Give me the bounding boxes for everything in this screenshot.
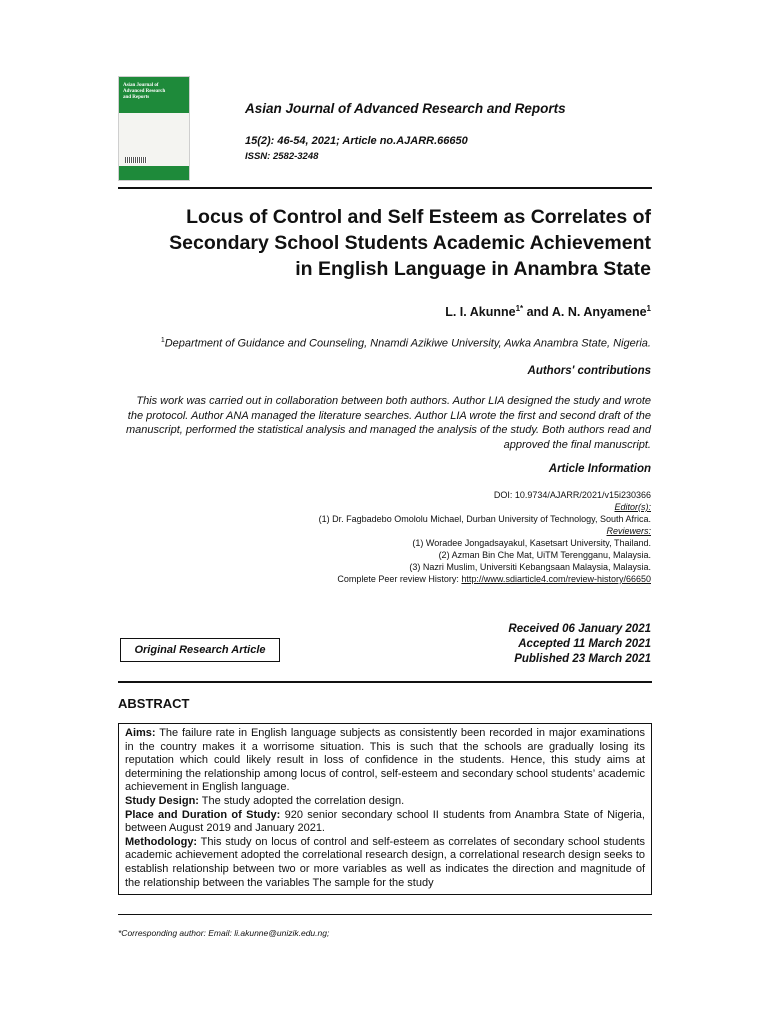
article-type-badge: Original Research Article (120, 638, 280, 662)
journal-name: Asian Journal of Advanced Research and Reports (245, 101, 566, 116)
methodology-text: This study on locus of control and self-esteem as correlates of secondary school students academic achievement adopted the correlational research design, a correlational research design seeks to establish relationship between two or more variables as well as indicates the direction and magnitude of the relationship between the variables The sample for the study (125, 835, 645, 889)
editor-entry: (1) Dr. Fagbadebo Omololu Michael, Durban University of Technology, South Africa. (318, 514, 651, 524)
cover-title-line: Advanced Research (123, 89, 166, 94)
cover-title-line: Asian Journal of (123, 83, 159, 88)
abstract-box (118, 723, 652, 895)
received-date: Received 06 January 2021 (508, 623, 651, 635)
place-label: Place and Duration of Study: (125, 808, 281, 821)
design-label: Study Design: (125, 794, 199, 807)
author-superscript: 1* (515, 304, 524, 313)
abstract-aims (125, 727, 645, 795)
contributions-text: This work was carried out in collaboration between both authors. Author LIA designed the study and wrote the protocol. Author ANA managed the literature searches. Author LIA wrote the first and second draft of the manuscript, performed the statistical analysis and managed the analysis of the study. Both authors read and approved the final manuscript. (125, 395, 651, 451)
reviewer-entry: (2) Azman Bin Che Mat, UiTM Terengganu, Malaysia. (438, 550, 651, 560)
author-conjunction: and (523, 305, 552, 320)
volume-info: 15(2): 46-54, 2021; Article no.AJARR.66650 (245, 135, 468, 147)
footnote-divider (118, 914, 652, 915)
author-name: L. I. Akunne (445, 305, 516, 320)
aims-text: The failure rate in English language subjects as consistently been recorded in major examinations in the country makes it a worrisome situation. This is such that the schools are gradually losing its reputation which could likely result in loss of confidence in the students. Hence, this study aims at determining the relationship among locus of control, self-esteem and secondary school students’ academic achievement in English language. (125, 727, 645, 794)
corresponding-author-footnote: *Corresponding author: Email: li.akunne@unizik.edu.ng; (118, 928, 330, 938)
affiliation-text: Department of Guidance and Counseling, Nnamdi Azikiwe University, Awka Anambra State, Nigeria. (164, 337, 651, 350)
header-divider (118, 187, 652, 189)
cover-title-line: and Reports (123, 95, 150, 100)
author-list (445, 304, 651, 319)
article-info (131, 489, 651, 585)
peer-review-prefix: Complete Peer review History: (337, 574, 462, 584)
cover-title-band (119, 77, 189, 113)
methodology-label: Methodology: (125, 835, 198, 848)
author-name: A. N. Anyamene (551, 305, 647, 320)
accepted-date: Accepted 11 March 2021 (518, 638, 651, 650)
abstract-design (125, 795, 645, 809)
aims-label: Aims: (125, 727, 156, 739)
cover-footer-band (119, 166, 189, 180)
contributions-heading: Authors' contributions (527, 365, 651, 377)
reviewer-entry: (3) Nazri Muslim, Universiti Kebangsaan Malaysia, Malaysia. (409, 562, 651, 572)
paper-title (111, 204, 651, 282)
title-line: in English Language in Anambra State (295, 258, 651, 280)
author-superscript: 1 (646, 304, 651, 313)
peer-review-link[interactable]: http://www.sdiarticle4.com/review-history/66650 (461, 574, 651, 584)
affiliation (161, 337, 651, 350)
editors-label: Editor(s): (614, 502, 651, 512)
journal-cover-image (118, 76, 190, 181)
reviewer-entry: (1) Woradee Jongadsayakul, Kasetsart University, Thailand. (412, 538, 651, 548)
doi: DOI: 10.9734/AJARR/2021/v15i230366 (493, 490, 651, 500)
peer-review-history (131, 573, 651, 585)
article-info-heading: Article Information (548, 463, 651, 475)
cover-barcode (125, 157, 147, 163)
design-text: The study adopted the correlation design. (198, 794, 405, 807)
place-text: 920 senior secondary school II students from Anambra State of Nigeria, between August 2019 and January 2021. (125, 808, 645, 835)
abstract-divider (118, 681, 652, 683)
reviewers-label: Reviewers: (606, 526, 651, 536)
affiliation-superscript: 1 (160, 337, 165, 344)
abstract-methodology (125, 836, 645, 890)
title-line: Secondary School Students Academic Achievement (169, 232, 651, 254)
title-line: Locus of Control and Self Esteem as Correlates of (186, 206, 651, 228)
published-date: Published 23 March 2021 (514, 653, 651, 665)
article-dates (508, 622, 651, 667)
abstract-heading: ABSTRACT (118, 696, 190, 711)
issn: ISSN: 2582-3248 (245, 151, 319, 162)
abstract-place (125, 809, 645, 836)
